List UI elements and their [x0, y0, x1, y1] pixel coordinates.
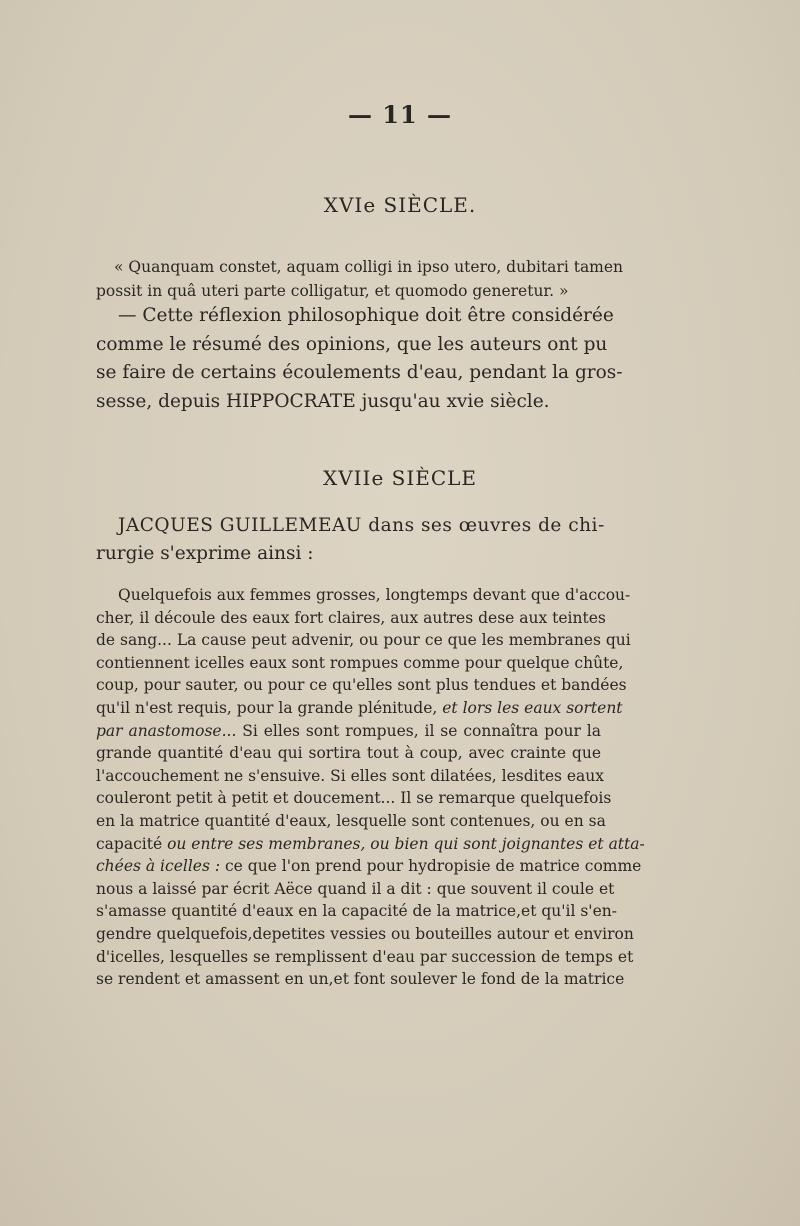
- guillemeau-excerpt: [96, 584, 645, 991]
- author-line: JACQUES GUILLEMEAU dans ses œuvres de chi-: [118, 515, 605, 536]
- excerpt-line: [96, 855, 642, 878]
- latin-quote: [96, 255, 624, 303]
- excerpt-line: s'amasse quantité d'eaux en la capacité de la matrice,et qu'il s'en-: [96, 902, 617, 921]
- reflection-line: — Cette réflexion philosophique doit être considérée: [118, 305, 614, 326]
- section-heading-xvii: XVIIe SIÈCLE: [322, 466, 478, 490]
- reflection-paragraph: [96, 302, 623, 416]
- section-heading-xvi: XVIe SIÈCLE.: [323, 193, 477, 217]
- excerpt-line: gendre quelquefois,depetites vessies ou bouteilles autour et environ: [96, 924, 634, 943]
- reflection-line: comme le résumé des opinions, que les auteurs ont pu: [96, 333, 608, 355]
- excerpt-line: [96, 697, 623, 720]
- excerpt-line: couleront petit à petit et doucement... Il se remarque quelquefois: [96, 789, 612, 808]
- excerpt-line: se rendent et amassent en un,et font soulever le fond de la matrice: [96, 970, 625, 989]
- excerpt-line: en la matrice quantité d'eaux, lesquelle sont contenues, ou en sa: [96, 811, 606, 830]
- excerpt-italic: par anastomose...: [96, 721, 237, 740]
- excerpt-italic: chées à icelles :: [96, 857, 221, 876]
- excerpt-line: [96, 833, 645, 856]
- excerpt-line: grande quantité d'eau qui sortira tout à coup, avec crainte que: [96, 744, 601, 763]
- excerpt-line: cher, il découle des eaux fort claires, aux autres dese aux teintes: [96, 608, 606, 627]
- reflection-line: sesse, depuis HIPPOCRATE jusqu'au xvie siècle.: [96, 390, 550, 412]
- excerpt-fragment: qu'il n'est requis, pour la grande plénitude,: [96, 698, 438, 717]
- excerpt-line: coup, pour sauter, ou pour ce qu'elles sont plus tendues et bandées: [96, 676, 627, 695]
- excerpt-line: nous a laissé par écrit Aëce quand il a dit : que souvent il coule et: [96, 879, 615, 898]
- excerpt-line: d'icelles, lesquelles se remplissent d'eau par succession de temps et: [96, 947, 634, 966]
- author-intro: [96, 512, 605, 568]
- excerpt-italic: et lors les eaux sortent: [442, 698, 623, 717]
- excerpt-line: Quelquefois aux femmes grosses, longtemps devant que d'accou-: [118, 586, 631, 604]
- excerpt-italic: ou entre ses membranes, ou bien qui sont joignantes et atta-: [167, 834, 645, 853]
- excerpt-fragment: ce que l'on prend pour hydropisie de matrice comme: [220, 857, 642, 876]
- quote-line: « Quanquam constet, aquam colligi in ipso utero, dubitari tamen: [114, 258, 624, 276]
- author-line: rurgie s'exprime ainsi :: [96, 543, 314, 564]
- reflection-line: se faire de certains écoulements d'eau, pendant la gros-: [96, 362, 623, 383]
- page-number: — 11 —: [347, 100, 453, 129]
- excerpt-line: [96, 720, 601, 743]
- excerpt-line: l'accouchement ne s'ensuive. Si elles sont dilatées, lesdites eaux: [96, 766, 605, 785]
- excerpt-line: de sang... La cause peut advenir, ou pour ce que les membranes qui: [96, 631, 631, 650]
- excerpt-fragment: Si elles sont rompues, il se connaîtra pour la: [236, 721, 601, 740]
- excerpt-fragment: capacité: [96, 834, 163, 853]
- quote-line: possit in quâ uteri parte colligatur, et quomodo generetur. »: [96, 282, 569, 300]
- excerpt-line: contiennent icelles eaux sont rompues comme pour quelque chûte,: [96, 653, 624, 672]
